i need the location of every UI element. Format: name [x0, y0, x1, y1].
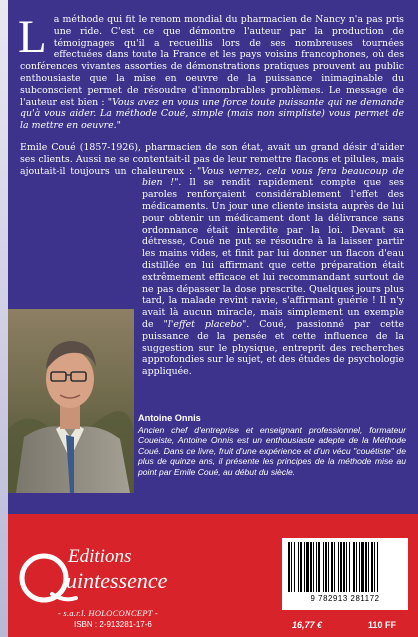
drop-cap: L	[18, 11, 47, 63]
body-text-part3: . Coué, passionné par cette puissance de la pensée et cette influence de la suggestion sur le physique, entreprit des recherches approfondies sur le sujet, et des études de psychologie appliquée.	[142, 318, 405, 378]
barcode-bar	[338, 542, 339, 592]
barcode-bar	[359, 542, 360, 592]
barcode-bar	[316, 542, 317, 592]
publisher-name: - s.a.r.l. HOLOCONCEPT -	[58, 608, 158, 618]
barcode-bar	[343, 542, 345, 592]
logo-editions: Editions	[68, 546, 132, 567]
barcode-bar	[334, 542, 335, 592]
body-text-part1: Emile Coué (1857-1926), pharmacien de son état, avait un grand désir d'aider ses clients. Aussi ne se contentait-il pas de leur remettre flacons et pilules, mais ajoutait-il toujours un chaleureux :	[20, 141, 404, 177]
author-name: Antoine Onnis	[138, 413, 201, 423]
barcode-bar	[306, 542, 309, 592]
price-ff: 110 FF	[368, 620, 397, 630]
logo-quintessence: uintessence	[66, 568, 168, 593]
barcode-bar	[371, 542, 373, 592]
barcode-bar	[328, 542, 329, 592]
barcode-bar	[361, 542, 364, 592]
price-euro: 16,77 €	[292, 620, 323, 630]
barcode-bar	[304, 542, 305, 592]
barcode-digits: 9 782913 281172	[310, 594, 380, 603]
barcode	[286, 542, 404, 594]
barcode-bar	[310, 542, 312, 592]
barcode-bar	[323, 542, 324, 592]
intro-text: a méthode qui fit le renom mondial du pharmacien de Nancy n'a pas pris une ride. C'est ce que démontre l'auteur par la production de témoignages qu'il a recueillis lors de ses nombreuses tournées effectuées dans toute la France et les pays voisins francophones, où des conférences vivantes assorties de démonstrations pratiques prouvent au public enthousiaste que la mise en oeuvre de la puissance inimaginable du subconscient permet de résoudre d'innombrables problèmes. Le message de l'auteur est bien :	[20, 14, 404, 108]
barcode-bar	[325, 542, 327, 592]
author-bio	[138, 413, 406, 477]
barcode-bar	[353, 542, 355, 592]
intro-quote: "Vous avez en vous une force toute puissante qui ne demande qu'à vous aider. La méthode Coué, simple (mais non simpliste) vous permet de la mettre en oeuvre."	[20, 96, 404, 132]
body-quote2: "l'effet placebo"	[163, 318, 247, 330]
author-bio-text: Ancien chef d'entreprise et enseignant professionnel, formateur Coueiste, Antoine Onnis est un enthousiaste adepte de la Méthode Coué. Dans ce livre, fruit d'une expérience et d'un vécu "couétiste" de plus de quinze ans, il présente les principes de la méthode mise au point par Emile Coué, au début du siècle.	[138, 425, 406, 477]
barcode-bar	[291, 542, 292, 592]
spine-edge	[0, 0, 8, 637]
barcode-bar	[377, 542, 378, 592]
barcode-bar	[346, 542, 347, 592]
barcode-bar	[318, 542, 320, 592]
barcode-bar	[374, 542, 375, 592]
author-portrait	[8, 309, 134, 493]
body-quote1: "Vous verrez, cela vous fera beaucoup de bien !"	[142, 165, 404, 189]
body-text-part2: . Il se rendit rapidement compte que ses paroles renforçaient considérablement l'effet des médicaments. Un jour une cliente insista auprès de lui pour obtenir un médicament dont la délivrance sans ordonnance était interdite par la loi. Devant sa détresse, Coué ne put se résoudre à la laisser partir les mains vides, et finit par lui donner un flacon d'eau distillée en lui affirmant que cette préparation était extrêmement efficace et lui recommandant surtout de ne pas dépasser la dose prescrite. Quelques jours plus tard, la malade revint ravie, s'affirmant guérie ! Il n'y avait là aucun miracle, mais simplement un exemple de	[142, 177, 404, 330]
barcode-bar	[300, 542, 302, 592]
barcode-bar	[349, 542, 350, 592]
barcode-bar	[368, 542, 369, 592]
barcode-bar	[365, 542, 367, 592]
barcode-bar	[340, 542, 342, 592]
publisher-logo	[16, 540, 206, 606]
intro-paragraph	[18, 11, 404, 132]
barcode-bar	[298, 542, 299, 592]
barcode-box	[282, 538, 408, 610]
isbn: ISBN : 2-913281-17-6	[74, 620, 152, 629]
barcode-bar	[356, 542, 357, 592]
barcode-bar	[313, 542, 314, 592]
barcode-bar	[288, 542, 290, 592]
barcode-bar	[331, 542, 333, 592]
barcode-bar	[294, 542, 295, 592]
